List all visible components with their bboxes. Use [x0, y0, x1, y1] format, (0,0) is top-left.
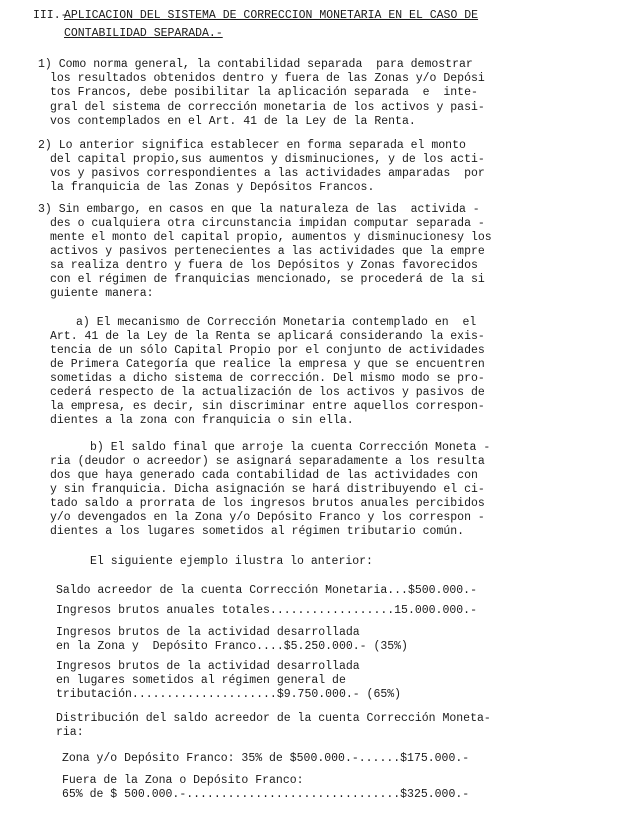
example-result-zona: Zona y/o Depósito Franco: 35% de $500.000.-......$175.000.-: [62, 752, 470, 765]
paragraph-line: 1) Como norma general, la contabilidad separada para demostrar: [38, 58, 473, 71]
paragraph-line: des o cualquiera otra circunstancia impidan computar separada -: [50, 217, 485, 230]
paragraph-line: b) El saldo final que arroje la cuenta Corrección Moneta -: [90, 441, 491, 454]
example-distribution-line: Distribución del saldo acreedor de la cuenta Corrección Moneta-: [56, 712, 491, 725]
paragraph-line: tos Francos, debe posibilitar la aplicación separada e inte-: [50, 86, 478, 99]
paragraph-line: 3) Sin embargo, en casos en que la naturaleza de las activida -: [38, 203, 480, 216]
example-result-fuera: 65% de $ 500.000.-...............................$325.000.-: [62, 788, 470, 801]
example-fuera-line: tributación.....................$9.750.000.- (65%): [56, 688, 402, 701]
paragraph-line: vos y pasivos correspondientes a las actividades amparadas por: [50, 167, 485, 180]
example-zona-line: en la Zona y Depósito Franco....$5.250.000.- (35%): [56, 640, 408, 653]
example-fuera-line: en lugares sometidos al régimen general de: [56, 674, 346, 687]
paragraph-line: sa realiza dentro y fuera de los Depósitos y Zonas favorecidos: [50, 259, 478, 272]
paragraph-line: los resultados obtenidos dentro y fuera de las Zonas y/o Depósi: [50, 72, 485, 85]
paragraph-line: mente el monto del capital propio, aumentos y disminucionesy los: [50, 231, 492, 244]
section-number: III.-: [33, 9, 68, 22]
paragraph-line: activos y pasivos pertenecientes a las actividades que la empre: [50, 245, 485, 258]
paragraph-line: del capital propio,sus aumentos y disminuciones, y de los acti-: [50, 153, 485, 166]
paragraph-line: la empresa, es decir, sin discriminar entre aquellos correspon-: [50, 400, 485, 413]
paragraph-line: la franquicia de las Zonas y Depósitos Francos.: [50, 181, 375, 194]
paragraph-line: y sin franquicia. Dicha asignación se hará distribuyendo el ci-: [50, 483, 485, 496]
section-title-line-1: APLICACION DEL SISTEMA DE CORRECCION MONETARIA EN EL CASO DE: [64, 9, 479, 22]
example-intro: El siguiente ejemplo ilustra lo anterior:: [90, 555, 373, 568]
paragraph-line: cederá respecto de la actualización de los activos y pasivos de: [50, 386, 485, 399]
paragraph-line: a) El mecanismo de Corrección Monetaria contemplado en el: [76, 316, 477, 329]
section-title-line-2: CONTABILIDAD SEPARADA.-: [64, 27, 223, 40]
example-ingresos-totales-line: Ingresos brutos anuales totales..................15.000.000.-: [56, 604, 477, 617]
paragraph-line: dos que haya generado cada contabilidad de las actividades con: [50, 469, 478, 482]
paragraph-line: vos contemplados en el Art. 41 de la Ley de la Renta.: [50, 115, 416, 128]
paragraph-line: tencia de un sólo Capital Propio por el conjunto de actividades: [50, 344, 485, 357]
paragraph-line: dientes a la zona con franquicia o sin ella.: [50, 414, 354, 427]
paragraph-line: Art. 41 de la Ley de la Renta se aplicará considerando la exis-: [50, 330, 485, 343]
example-distribution-line: ria:: [56, 726, 84, 739]
paragraph-line: dientes a los lugares sometidos al régimen tributario común.: [50, 525, 465, 538]
example-zona-line: Ingresos brutos de la actividad desarrollada: [56, 626, 360, 639]
paragraph-line: y/o devengados en la Zona y/o Depósito Franco y los correspon -: [50, 511, 485, 524]
paragraph-line: gral del sistema de corrección monetaria de los activos y pasi-: [50, 101, 485, 114]
paragraph-line: sometidas a dicho sistema de corrección. Del mismo modo se pro-: [50, 372, 485, 385]
paragraph-line: con el régimen de franquicias mencionado, se procederá de la si: [50, 273, 485, 286]
example-result-fuera: Fuera de la Zona o Depósito Franco:: [62, 774, 304, 787]
paragraph-line: tado saldo a prorrata de los ingresos brutos anuales percibidos: [50, 497, 485, 510]
example-fuera-line: Ingresos brutos de la actividad desarrollada: [56, 660, 360, 673]
paragraph-line: de Primera Categoría que realice la empresa y que se encuentren: [50, 358, 485, 371]
paragraph-line: ria (deudor o acreedor) se asignará separadamente a los resulta: [50, 455, 485, 468]
paragraph-line: guiente manera:: [50, 287, 154, 300]
example-saldo-line: Saldo acreedor de la cuenta Corrección Monetaria...$500.000.-: [56, 584, 477, 597]
paragraph-line: 2) Lo anterior significa establecer en forma separada el monto: [38, 139, 466, 152]
